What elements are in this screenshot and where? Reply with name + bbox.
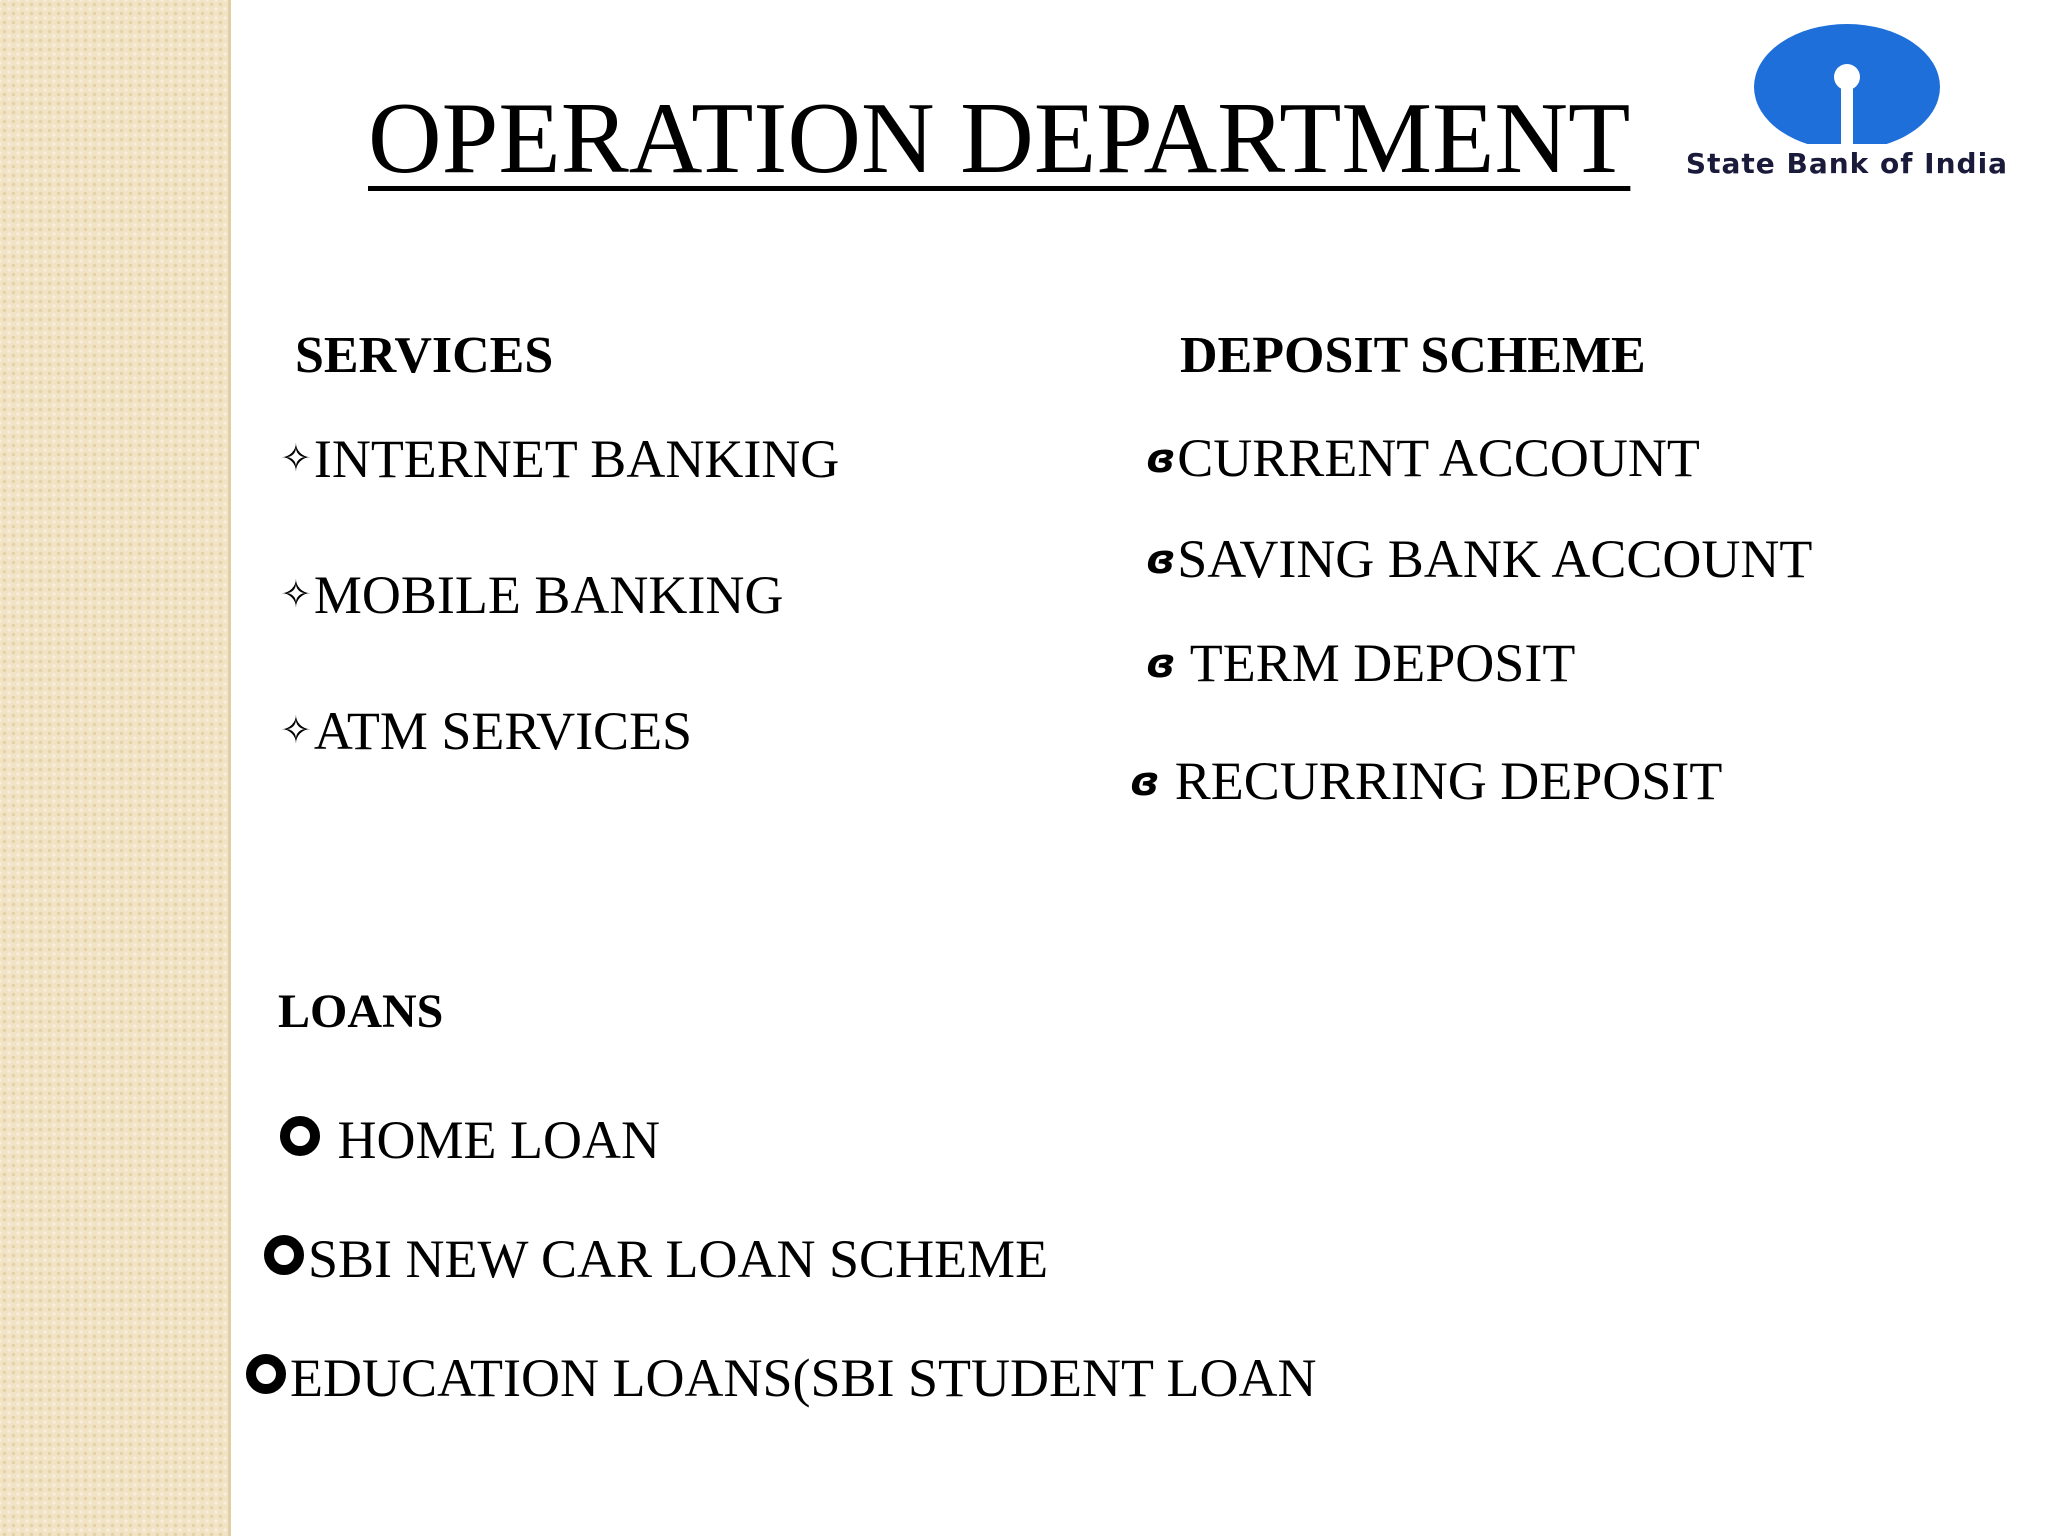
slide-title: OPERATION DEPARTMENT xyxy=(368,82,1631,195)
sbi-logo xyxy=(1682,24,2012,189)
service-label: INTERNET BANKING xyxy=(313,429,840,489)
leaf-bullet-icon: ɞ xyxy=(1130,759,1160,805)
list-item xyxy=(1130,751,1723,811)
loans-heading: LOANS xyxy=(278,985,444,1038)
decorative-side-strip xyxy=(0,0,228,1536)
loan-label: SBI NEW CAR LOAN SCHEME xyxy=(308,1229,1049,1289)
four-point-star-icon: ✧ xyxy=(280,438,312,480)
list-item xyxy=(280,565,784,625)
side-strip-edge xyxy=(228,0,231,1536)
four-point-star-icon: ✧ xyxy=(280,574,312,616)
logo-text: State Bank of India xyxy=(1685,147,2009,180)
service-label: MOBILE BANKING xyxy=(313,565,784,625)
service-label: ATM SERVICES xyxy=(313,701,693,761)
ring-bullet-icon xyxy=(246,1354,286,1394)
list-item xyxy=(280,429,840,489)
list-item xyxy=(1146,428,1700,488)
list-item xyxy=(246,1348,1317,1408)
services-heading: SERVICES xyxy=(295,327,554,384)
list-item xyxy=(280,701,693,761)
deposit-label: CURRENT ACCOUNT xyxy=(1177,428,1700,488)
list-item xyxy=(1146,633,1576,693)
list-item xyxy=(1146,529,1813,589)
deposit-label: RECURRING DEPOSIT xyxy=(1161,751,1723,811)
deposit-label: SAVING BANK ACCOUNT xyxy=(1177,529,1813,589)
ring-bullet-icon xyxy=(264,1235,304,1275)
loan-label: HOME LOAN xyxy=(324,1110,660,1170)
leaf-bullet-icon: ɞ xyxy=(1146,641,1176,687)
deposit-label: TERM DEPOSIT xyxy=(1177,633,1576,693)
sbi-logo-icon xyxy=(1682,24,2012,144)
four-point-star-icon: ✧ xyxy=(280,710,312,752)
leaf-bullet-icon: ɞ xyxy=(1146,436,1176,482)
ring-bullet-icon xyxy=(280,1116,320,1156)
deposit-heading: DEPOSIT SCHEME xyxy=(1180,327,1646,384)
loan-label: EDUCATION LOANS(SBI STUDENT LOAN xyxy=(290,1348,1317,1408)
list-item xyxy=(264,1229,1049,1289)
list-item xyxy=(280,1110,660,1170)
leaf-bullet-icon: ɞ xyxy=(1146,537,1176,583)
